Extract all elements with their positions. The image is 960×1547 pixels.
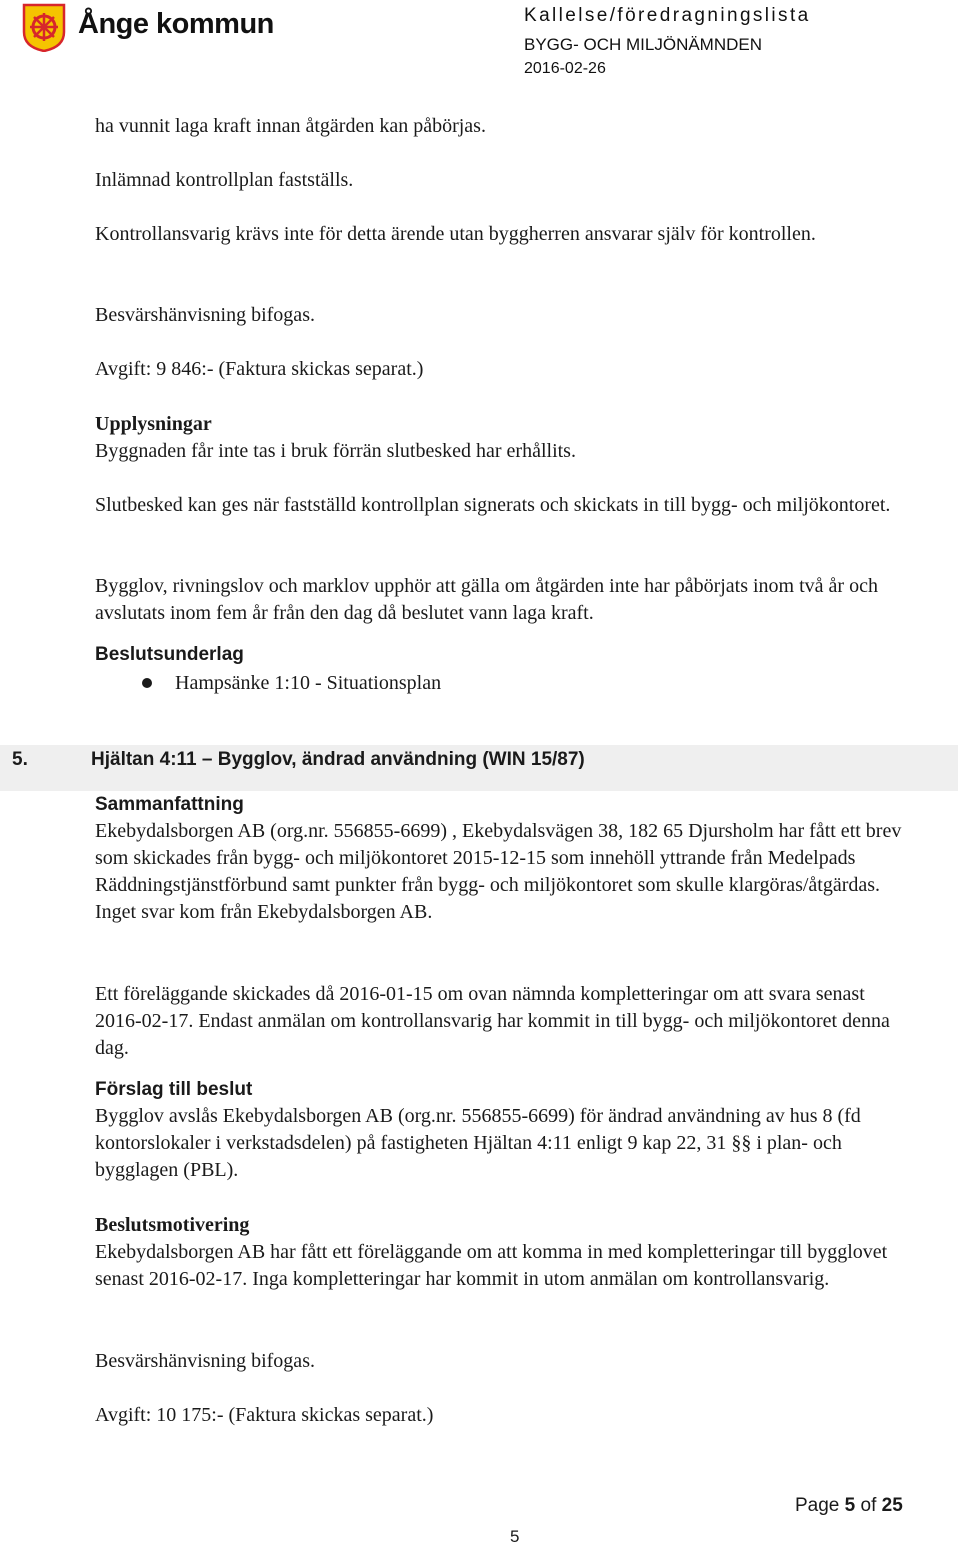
page-indicator [795,1495,903,1517]
ange-kommun-logo-icon [20,2,68,52]
proposal-heading: Förslag till beslut [95,1079,253,1100]
board-name: BYGG- OCH MILJÖNÄMNDEN [524,35,763,54]
org-name: Ånge kommun [78,8,274,40]
prev-text-line2: Inlämnad kontrollplan fastställs. [95,169,354,191]
prev-text-line1: ha vunnit laga kraft innan åtgärden kan påbörjas. [95,115,486,137]
meeting-date: 2016-02-26 [524,60,606,77]
page-number: 5 [510,1527,520,1546]
page-total: 25 [881,1495,903,1516]
section-bar [0,745,958,791]
page-current: 5 [844,1495,856,1516]
basis-heading: Beslutsunderlag [95,644,244,665]
motivation-text: Ekebydalsborgen AB har fått ett föreläggande om att komma in med kompletteringar till bygglovet senast 2016-02-17. Inga kompletteringar har kommit in utom anmälan om kontrollansvarig. [95,1241,888,1290]
info-text-3: Bygglov, rivningslov och marklov upphör att gälla om åtgärden inte har påbörjats inom två år och avslutats inom fem år från den dag då beslutet vann laga kraft. [95,575,878,624]
proposal-text: Bygglov avslås Ekebydalsborgen AB (org.nr. 556855-6699) för ändrad användning av hus 8 (fd kontorslokaler i verkstadsdelen) på fastigheten Hjältan 4:11 enligt 9 kap 22, 31 §§ i plan- och bygglagen (PBL). [95,1105,861,1181]
section-title: Hjältan 4:11 – Bygglov, ändrad användning (WIN 15/87) [91,749,585,770]
section-number: 5. [12,749,28,770]
prev-appeal: Besvärshänvisning bifogas. [95,304,315,326]
info-text-1: Byggnaden får inte tas i bruk förrän slutbesked har erhållits. [95,440,576,462]
doc-type: Kallelse/föredragningslista [524,5,811,26]
fee-text: Avgift: 10 175:- (Faktura skickas separat.) [95,1404,434,1426]
motivation-heading: Beslutsmotivering [95,1214,250,1236]
summary-text-1: Ekebydalsborgen AB (org.nr. 556855-6699) , Ekebydalsvägen 38, 182 65 Djursholm har fått ett brev som skickades från bygg- och miljökontoret 2015-12-15 som innehöll yttrande från Medelpads Räddningstjänstförbund samt punkter från bygg- och miljökontoret som skulle klargöras/åtgärdas. Inget svar kom från Ekebydalsborgen AB. [95,820,902,923]
info-text-2: Slutbesked kan ges när fastställd kontrollplan signerats och skickats in till bygg- och miljökontoret. [95,494,891,516]
appeal-text: Besvärshänvisning bifogas. [95,1350,315,1372]
page-word: Page [795,1495,840,1516]
summary-heading: Sammanfattning [95,794,244,815]
bullet [142,678,152,688]
basis-item: Hampsänke 1:10 - Situationsplan [175,672,442,694]
prev-text-line3: Kontrollansvarig krävs inte för detta ärende utan byggherren ansvarar själv för kontrollen. [95,223,816,245]
prev-fee: Avgift: 9 846:- (Faktura skickas separat.) [95,358,424,380]
of-word: of [860,1495,877,1516]
info-heading: Upplysningar [95,413,212,435]
summary-text-2: Ett föreläggande skickades då 2016-01-15 om ovan nämnda kompletteringar om att svara senast 2016-02-17. Endast anmälan om kontrollansvarig har kommit in till bygg- och miljökontoret denna dag. [95,983,890,1059]
